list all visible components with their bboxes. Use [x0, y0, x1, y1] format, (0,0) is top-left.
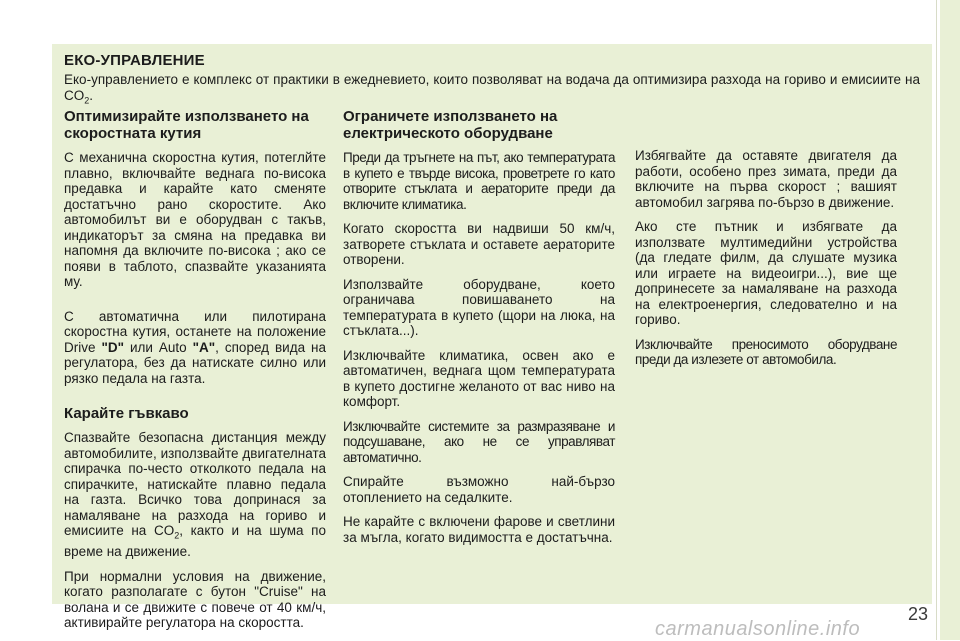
paragraph-multimedia: Ако сте пътник и избягвате да използвате мултимедийни устройства (да гледате филм, да слушате музика или играете на видеоигри...), вие ще допринесете за намаляване на разхода на електроенергия, следователно и на гориво. — [635, 219, 897, 327]
paragraph-manual-gearbox: С механична скоростна кутия, потеглйте плавно, включвайте веднага по-висока предавка и карайте като сменяте достатъчно рано скоростите. Ако автомобилът ви е оборудван с такъв, индикаторът за смяна на предавка ви напомня да включите по-висока ; ако се появи в таблото, спазвайте указанията му. — [64, 150, 326, 289]
paragraph-seat-heating: Спирайте възможно най-бързо отоплението на седалките. — [343, 474, 615, 505]
auto-label: "A" — [192, 339, 216, 355]
drive-label: "D" — [101, 339, 125, 355]
distance-subscript: 2 — [174, 530, 180, 541]
auto-text-b: или Auto — [124, 339, 193, 355]
intro-subscript: 2 — [84, 95, 90, 106]
paragraph-close-windows: Когато скоростта ви надвиши 50 км/ч, затворете стъклата и оставете аераторите отворени. — [343, 221, 615, 267]
page-edge-line — [936, 0, 937, 640]
column-left — [64, 108, 326, 640]
column-middle — [343, 108, 615, 554]
paragraph-defrosting: Изключвайте системите за размразяване и подсушаване, ако не се управляват автоматично. — [343, 418, 615, 465]
paragraph-air-conditioning: Изключвайте климатика, освен ако е автоматичен, веднага щом температурата в купето достигне желаното от вас ниво на комфорт. — [343, 347, 615, 409]
paragraph-engine-idle: Избягвайте да оставяте двигателя да работи, особено през зимата, преди да включите на първа скорост ; вашият автомобил загрява по-бързо в движение. — [635, 148, 897, 210]
paragraph-ventilate: Преди да тръгнете на път, ако температурата в купето е твърде висока, проветрете го като отворите стъклата и аераторите преди да включите климатика. — [343, 150, 615, 212]
distance-text-a: Спазвайте безопасна дистанция между автомобилите, използвайте двигателната спирачка по-често отколкото педала на спирачките, натискайте плавно педала на газта. Всичко това допринася за намаляване на разхода на гориво и емисиите на CO — [64, 430, 326, 538]
heading-electrical-equipment: Ограничете използването на електрическото оборудване — [343, 108, 558, 142]
page-number: 23 — [908, 604, 929, 624]
heading-drive-smoothly: Карайте гъвкаво — [64, 405, 189, 422]
auto-text-c: , според вида на регулатора, без да натискате силно или рязко педала на газта. — [64, 339, 326, 386]
column-right — [635, 148, 897, 377]
section-title: ЕКО-УПРАВЛЕНИЕ — [64, 52, 205, 69]
auto-text-a: С автоматична или пилотирана скоростна кутия, останете на положение Drive — [64, 308, 326, 355]
paragraph-automatic-gearbox — [64, 309, 326, 387]
paragraph-portable-equipment: Изключвайте преносимото оборудване преди да излезете от автомобила. — [635, 336, 897, 367]
intro-paragraph — [64, 72, 920, 109]
paragraph-limit-temperature: Използвайте оборудване, което ограничава повишаването на температурата в купето (щори на люка, на стъклата...). — [343, 276, 615, 338]
intro-text: Еко-управлението е комплекс от практики в ежедневието, които позволяват на водача да оптимизира разхода на гориво и емисиите на CO — [64, 72, 920, 103]
distance-text-b: , както и на шума по време на движение. — [64, 523, 327, 560]
heading-gearbox: Оптимизирайте използването на скоростната кутия — [64, 108, 309, 142]
paragraph-cruise-control: При нормални условия на движение, когато разполагате с бутон "Cruise" на волана и се движите с повече от 40 км/ч, активирайте регулатора на скоростта. — [64, 568, 326, 631]
watermark-text: carmanualsonline.info — [655, 618, 861, 640]
paragraph-lights: Не карайте с включени фарове и светлини за мъгла, когато видимостта е достатъчна. — [343, 514, 615, 545]
side-tab-strip — [940, 0, 960, 640]
paragraph-safe-distance — [64, 430, 326, 560]
intro-end: . — [89, 88, 94, 103]
